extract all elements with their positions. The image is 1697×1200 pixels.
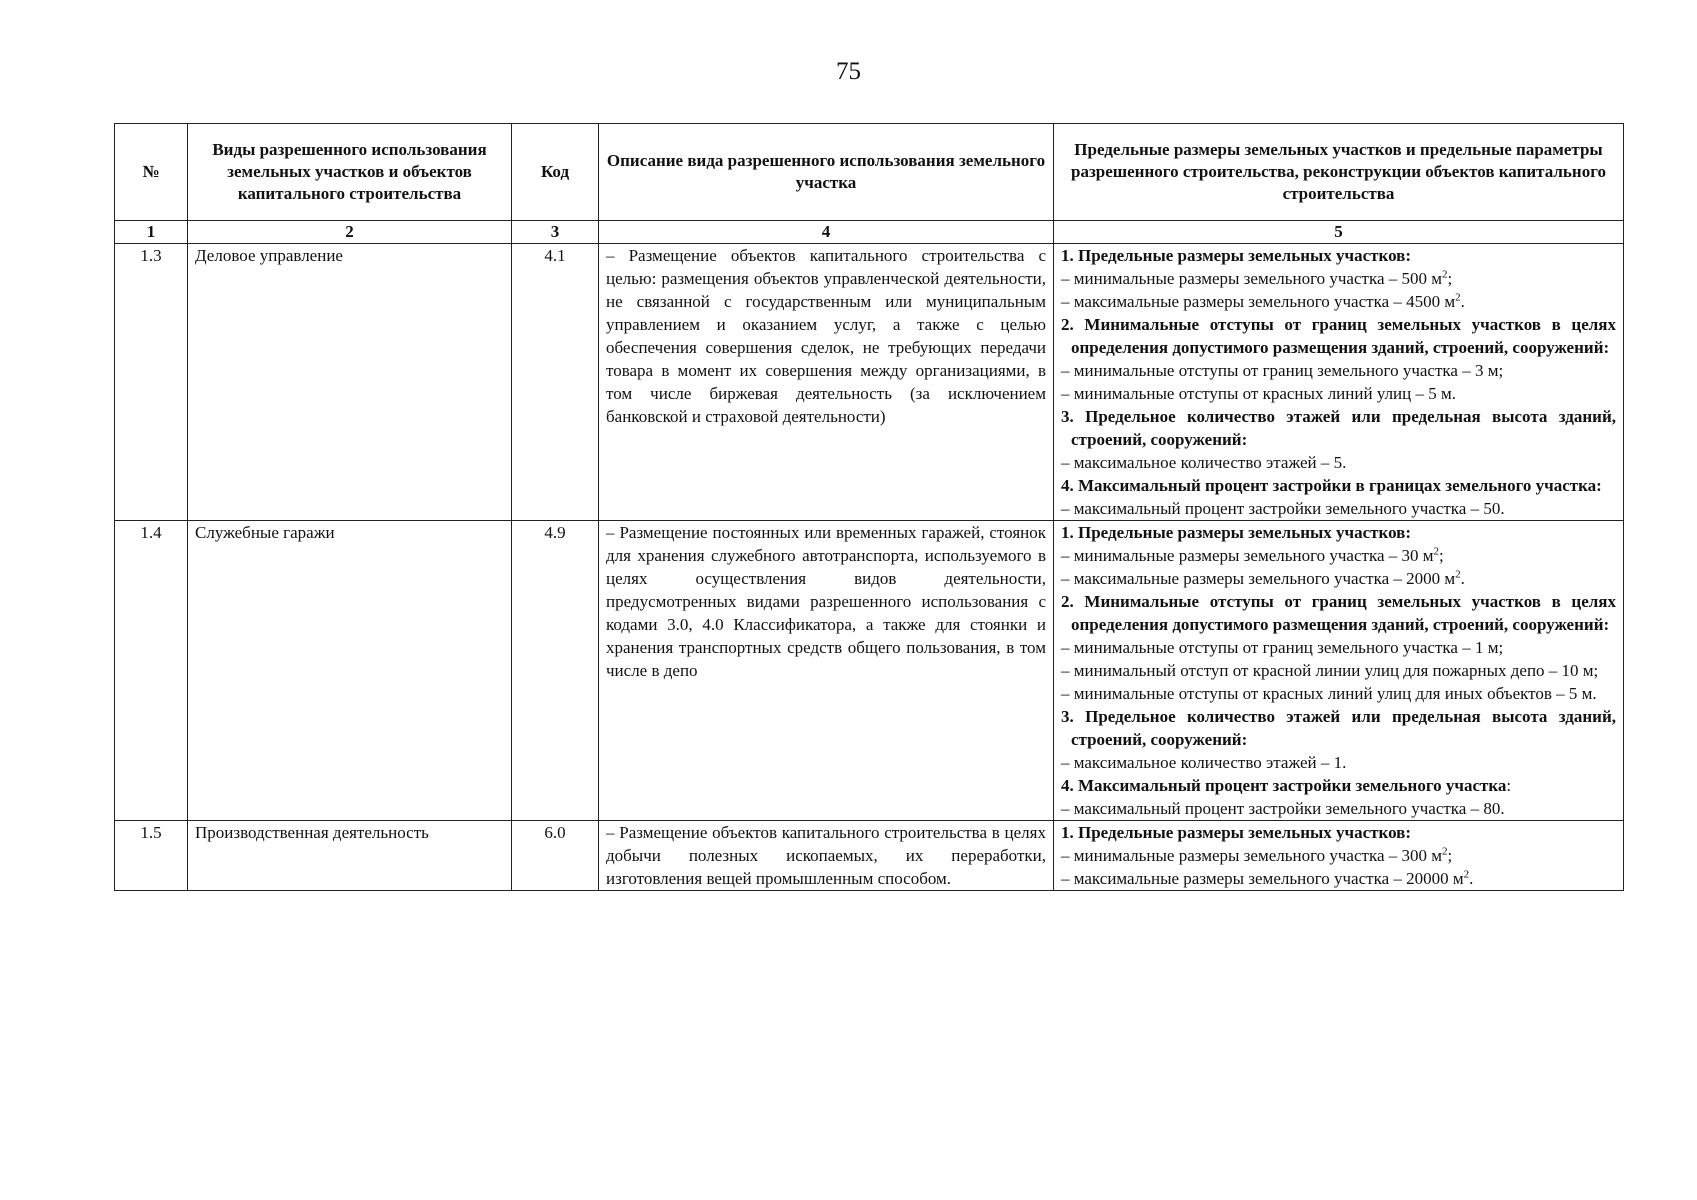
parameter-heading-text: 3. Предельное количество этажей или предельная высота зданий, строений, сооружений: [1061, 707, 1616, 749]
parameters-cell [1054, 821, 1624, 891]
parameter-block [1061, 313, 1616, 405]
superscript: 2 [1455, 568, 1461, 581]
parameter-heading [1061, 705, 1616, 751]
column-index: 1 [115, 221, 188, 244]
parameter-line [1061, 659, 1616, 682]
table-body [115, 244, 1624, 891]
superscript: 2 [1442, 845, 1448, 858]
parameter-block [1061, 521, 1616, 590]
parameter-heading-text: 4. Максимальный процент застройки в границах земельного участка: [1061, 476, 1602, 495]
parameter-heading-text: 1. Предельные размеры земельных участков: [1061, 823, 1412, 842]
parameter-heading-text: 2. Минимальные отступы от границ земельных участков в целях определения допустимого размещения зданий, строений, сооружений: [1061, 315, 1616, 357]
parameter-line-text: – максимальный процент застройки земельного участка – 80. [1061, 799, 1505, 818]
parameter-heading [1061, 590, 1616, 636]
parameter-block [1061, 244, 1616, 313]
parameter-line-punctuation: . [1469, 869, 1474, 888]
parameter-block [1061, 705, 1616, 774]
parameter-line-punctuation: ; [1439, 546, 1444, 565]
use-type-cell: Служебные гаражи [188, 521, 512, 821]
parameter-line [1061, 497, 1616, 520]
parameter-line-text: – минимальные отступы от красных линий улиц для иных объектов – 5 м. [1061, 684, 1597, 703]
code-cell: 6.0 [512, 821, 599, 891]
column-index: 5 [1054, 221, 1624, 244]
parameter-line-text: – минимальные размеры земельного участка – 300 м [1061, 846, 1443, 865]
parameter-line-text: – минимальный отступ от красной линии улиц для пожарных депо – 10 м; [1061, 661, 1599, 680]
parameter-block [1061, 774, 1616, 820]
superscript: 2 [1442, 268, 1448, 281]
table-row [115, 821, 1624, 891]
parameters-cell [1054, 521, 1624, 821]
parameter-heading-text: 3. Предельное количество этажей или предельная высота зданий, строений, сооружений: [1061, 407, 1616, 449]
parameter-block [1061, 474, 1616, 520]
parameter-heading [1061, 521, 1616, 544]
table-row [115, 521, 1624, 821]
parameters-cell [1054, 244, 1624, 521]
header-description: Описание вида разрешенного использования земельного участка [599, 124, 1054, 221]
parameter-heading [1061, 474, 1616, 497]
parameter-block [1061, 821, 1616, 890]
header-code: Код [512, 124, 599, 221]
parameter-line-text: – максимальный процент застройки земельного участка – 50. [1061, 499, 1505, 518]
column-index: 3 [512, 221, 599, 244]
parameter-heading-text: 1. Предельные размеры земельных участков: [1061, 246, 1412, 265]
parameter-line-text: – максимальные размеры земельного участка – 4500 м [1061, 292, 1456, 311]
column-index: 2 [188, 221, 512, 244]
parameter-line-text: – максимальные размеры земельного участка – 2000 м [1061, 569, 1456, 588]
parameter-heading [1061, 821, 1616, 844]
header-parameters: Предельные размеры земельных участков и предельные параметры разрешенного строительства, реконструкции объектов капитального строительства [1054, 124, 1624, 221]
parameter-heading-text: 1. Предельные размеры земельных участков: [1061, 523, 1412, 542]
column-index: 4 [599, 221, 1054, 244]
parameter-heading [1061, 244, 1616, 267]
parameter-line-text: – минимальные размеры земельного участка – 30 м [1061, 546, 1434, 565]
parameter-line-punctuation: ; [1447, 269, 1453, 288]
parameter-line [1061, 636, 1616, 659]
use-type-cell: Производственная деятельность [188, 821, 512, 891]
parameter-line-punctuation: . [1460, 569, 1465, 588]
row-number: 1.4 [115, 521, 188, 821]
parameter-heading-text: 4. Максимальный процент застройки земельного участка [1061, 776, 1507, 795]
parameter-line [1061, 797, 1616, 820]
parameter-block [1061, 590, 1616, 705]
parameter-line-punctuation: . [1460, 292, 1465, 311]
parameter-line-text: – максимальное количество этажей – 1. [1061, 753, 1347, 772]
parameter-line-text: – минимальные отступы от красных линий улиц – 5 м. [1061, 384, 1457, 403]
parameter-block [1061, 405, 1616, 474]
parameter-heading-tail: : [1506, 776, 1512, 795]
parameter-line [1061, 844, 1616, 867]
parameter-line [1061, 567, 1616, 590]
table-header-row [115, 124, 1624, 221]
parameter-line [1061, 267, 1616, 290]
parameter-line [1061, 382, 1616, 405]
description-cell: – Размещение постоянных или временных гаражей, стоянок для хранения служебного автотранспорта, используемого в целях осуществления видов деятельности, предусмотренных видами разрешенного использования с кодами 3.0, 4.0 Классификатора, а также для стоянки и хранения транспортных средств общего пользования, в том числе в депо [599, 521, 1054, 821]
parameter-line-text: – максимальные размеры земельного участка – 20000 м [1061, 869, 1464, 888]
parameter-line [1061, 867, 1616, 890]
superscript: 2 [1463, 868, 1470, 881]
row-number: 1.5 [115, 821, 188, 891]
parameter-line [1061, 544, 1616, 567]
page-number: 75 [836, 58, 861, 85]
parameter-heading [1061, 774, 1616, 797]
parameter-heading-text: 2. Минимальные отступы от границ земельных участков в целях определения допустимого размещения зданий, строений, сооружений: [1061, 592, 1616, 634]
parameter-line-text: – минимальные отступы от границ земельного участка – 3 м; [1061, 361, 1504, 380]
description-cell: – Размещение объектов капитального строительства с целью: размещения объектов управленческой деятельности, не связанной с государственным или муниципальным управлением и оказанием услуг, а также с целью обеспечения совершения сделок, не требующих передачи товара в момент их совершения между организациями, в том числе биржевая деятельность (за исключением банковской и страховой деятельности) [599, 244, 1054, 521]
column-index-row [115, 221, 1624, 244]
parameter-line-text: – минимальные размеры земельного участка – 500 м [1061, 269, 1443, 288]
parameter-line [1061, 451, 1616, 474]
parameter-line-text: – максимальное количество этажей – 5. [1061, 453, 1347, 472]
parameter-line-text: – минимальные отступы от границ земельного участка – 1 м; [1061, 638, 1504, 657]
parameter-line [1061, 751, 1616, 774]
parameter-line [1061, 290, 1616, 313]
land-use-table [114, 123, 1624, 891]
superscript: 2 [1455, 291, 1461, 304]
parameter-heading [1061, 313, 1616, 359]
row-number: 1.3 [115, 244, 188, 521]
table-row [115, 244, 1624, 521]
code-cell: 4.9 [512, 521, 599, 821]
superscript: 2 [1433, 545, 1440, 558]
parameter-heading [1061, 405, 1616, 451]
header-use-type: Виды разрешенного использования земельных участков и объектов капитального строительства [188, 124, 512, 221]
parameter-line-punctuation: ; [1447, 846, 1453, 865]
code-cell: 4.1 [512, 244, 599, 521]
parameter-line [1061, 359, 1616, 382]
description-cell: – Размещение объектов капитального строительства в целях добычи полезных ископаемых, их переработки, изготовления вещей промышленным способом. [599, 821, 1054, 891]
use-type-cell: Деловое управление [188, 244, 512, 521]
parameter-line [1061, 682, 1616, 705]
header-number: № [115, 124, 188, 221]
